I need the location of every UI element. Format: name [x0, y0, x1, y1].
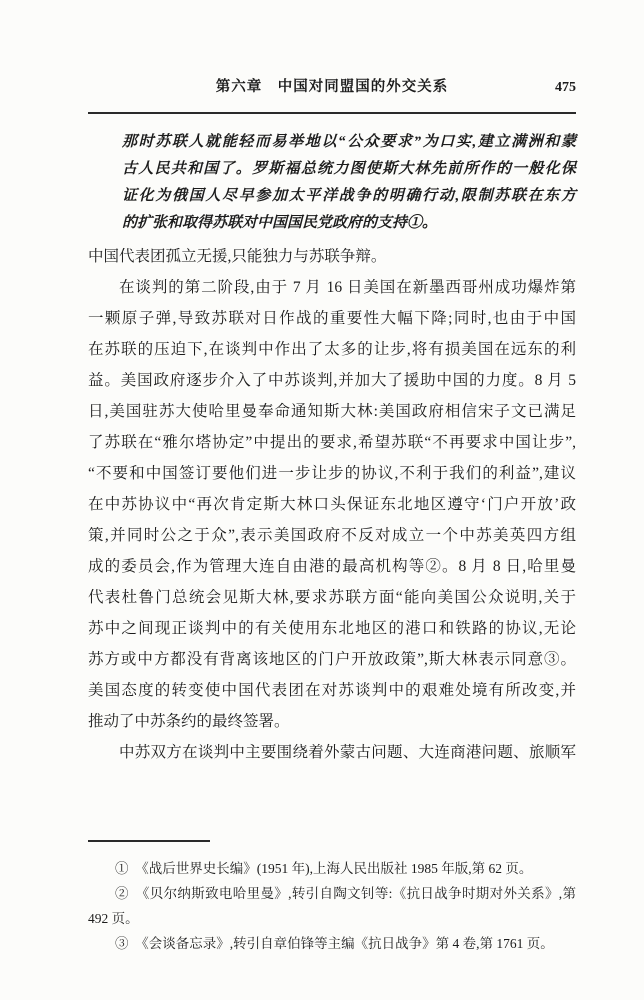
body-paragraph: [88, 737, 576, 768]
text-line: 益。美国政府逐步介入了中苏谈判,并加大了援助中国的力度。8 月 5: [88, 372, 576, 389]
block-quote: [122, 129, 576, 237]
text-line: 在苏联的压迫下,在谈判中作出了太多的让步,将有损美国在远东的利: [88, 341, 576, 358]
text-line: 苏中之间现正谈判中的有关使用东北地区的港口和铁路的协议,无论: [88, 620, 576, 637]
text-line: 苏方或中方都没有背离该地区的门户开放政策”,斯大林表示同意③。: [88, 651, 576, 668]
running-head: 第六章 中国对同盟国的外交关系: [215, 79, 449, 95]
body-paragraph: [88, 272, 576, 737]
body-text: [88, 241, 576, 768]
text-line: 在中苏协议中“再次肯定斯大林口头保证东北地区遵守‘门户开放’政: [88, 496, 576, 513]
text-line: 代表杜鲁门总统会见斯大林,要求苏联方面“能向美国公众说明,关于: [88, 589, 576, 606]
footnote-item: [88, 931, 576, 956]
text-line: 的扩张和取得苏联对中国国民党政府的支持①。: [122, 215, 438, 231]
footnote-rule: [88, 840, 210, 842]
text-line: 在谈判的第二阶段,由于 7 月 16 日美国在新墨西哥州成功爆炸第: [119, 279, 576, 296]
text-line: 推动了中苏条约的最终签署。: [88, 713, 290, 730]
text-line: 美国态度的转变使中国代表团在对苏谈判中的艰难处境有所改变,并: [88, 682, 576, 699]
page-number: 475: [555, 80, 576, 95]
text-line: “不要和中国签订要他们进一步让步的协议,不利于我们的利益”,建议: [88, 465, 576, 482]
text-line: ② 《贝尔纳斯致电哈里曼》,转引自陶文钊等:《抗日战争时期对外关系》,第: [115, 886, 576, 901]
text-line: 日,美国驻苏大使哈里曼奉命通知斯大林:美国政府相信宋子文已满足: [88, 403, 576, 420]
text-line: ① 《战后世界史长编》(1951 年),上海人民出版社 1985 年版,第 62 页。: [115, 861, 533, 876]
footnote-item: [88, 881, 576, 931]
text-line: 证化为俄国人尽早参加太平洋战争的明确行动,限制苏联在东方: [122, 188, 576, 204]
page-header: [88, 78, 576, 97]
footnote-item: [88, 856, 576, 881]
text-line: 一颗原子弹,导致苏联对日作战的重要性大幅下降;同时,也由于中国: [88, 310, 576, 327]
text-line: ③ 《会谈备忘录》,转引自章伯锋等主编《抗日战争》第 4 卷,第 1761 页。: [115, 936, 554, 951]
text-line: 那时苏联人就能轻而易举地以“公众要求”为口实,建立满洲和蒙: [122, 134, 576, 150]
text-line: 492 页。: [88, 911, 139, 926]
text-line: 成的委员会,作为管理大连自由港的最高机构等②。8 月 8 日,哈里曼: [88, 558, 576, 575]
body-paragraph: [88, 241, 576, 272]
header-rule: [88, 112, 576, 114]
text-line: 中苏双方在谈判中主要围绕着外蒙古问题、大连商港问题、旅顺军: [119, 744, 576, 761]
text-line: 古人民共和国了。罗斯福总统力图使斯大林先前所作的一般化保: [122, 161, 576, 177]
footnotes: [88, 856, 576, 956]
text-line: 了苏联在“雅尔塔协定”中提出的要求,希望苏联“不再要求中国让步”,: [88, 434, 576, 451]
text-line: 中国代表团孤立无援,只能独力与苏联争辩。: [88, 248, 387, 265]
text-line: 策,并同时公之于众”,表示美国政府不反对成立一个中苏美英四方组: [88, 527, 576, 544]
